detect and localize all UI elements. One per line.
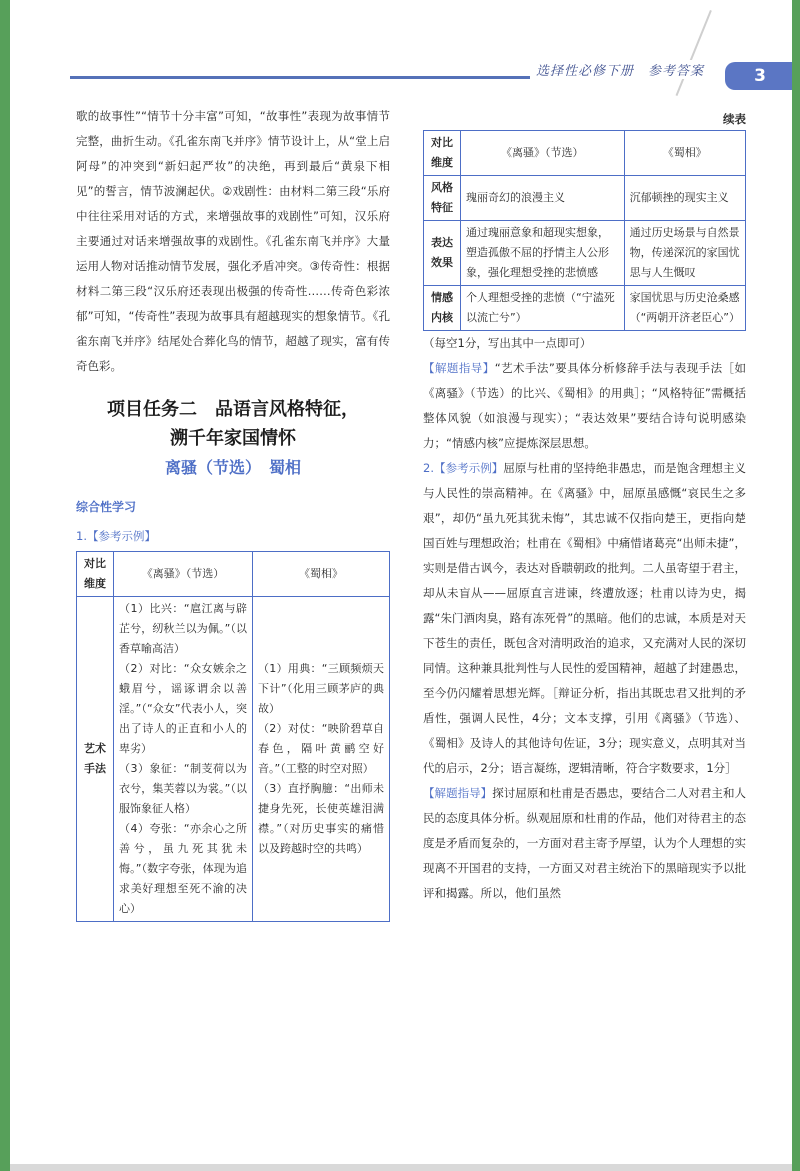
lesson-title: 离骚（节选） 蜀相 [164, 458, 301, 477]
answer-1-label: 1.【参考示例】 [76, 529, 156, 543]
row-dim-art: 艺术手法 [77, 597, 114, 922]
header-shuxiang: 《蜀相》 [253, 552, 390, 597]
guide-2 [423, 781, 746, 906]
page [10, 0, 792, 1171]
answer-2-label: 2.【参考示例】 [423, 461, 504, 475]
cell-lisao: 通过瑰丽意象和超现实想象，塑造孤傲不屈的抒情主人公形象，强化理想受挫的悲愤感 [461, 221, 625, 286]
guide-1-text: “艺术手法”要具体分析修辞手法与表现手法［如《离骚》（节选）的比兴、《蜀相》的用典］；“风格特征”需概括整体风貌（如浪漫与现实）；“表达效果”要结合诗句说明感染力；“情感内核”应提炼深层思想。 [423, 361, 746, 450]
row-dim: 风格特征 [424, 176, 461, 221]
cell-lisao-art [114, 597, 253, 922]
header-lisao: 《离骚》（节选） [114, 552, 253, 597]
table-row [424, 221, 746, 286]
cell-lisao: 瑰丽奇幻的浪漫主义 [461, 176, 625, 221]
bottom-bar [10, 1164, 792, 1171]
list-item: （1）比兴：“扈江离与辟芷兮，纫秋兰以为佩。”（以香草喻高洁） [119, 602, 247, 655]
header-shuxiang: 《蜀相》 [624, 131, 745, 176]
header-dim: 对比维度 [424, 131, 461, 176]
table-row [424, 286, 746, 331]
guide-2-label: 【解题指导】 [423, 786, 493, 800]
list-item: （4）夸张：“亦余心之所善兮，虽九死其犹未悔。”（数字夸张，体现为追求美好理想至死不渝的决心） [119, 822, 247, 915]
guide-2-text: 探讨屈原和杜甫是否愚忠，要结合二人对君主和人民的态度具体分析。纵观屈原和杜甫的作品，他们对待君主的态度是矛盾而复杂的，一方面对君主寄予厚望，认为个人理想的实现离不开国君的支持，一方面又对君主统治下的黑暗现实予以批评和揭露。所以，他们虽然 [423, 786, 747, 900]
cell-shuxiang: 沉郁顿挫的现实主义 [624, 176, 745, 221]
table-row [77, 597, 390, 922]
cell-shuxiang-art [253, 597, 390, 922]
list-item: （2）对比：“众女嫉余之蛾眉兮，谣诼谓余以善淫。”（“众女”代表小人，突出了诗人的正直和小人的卑劣） [119, 662, 247, 755]
list-item: （3）象征：“制芰荷以为衣兮，集芙蓉以为裳。”（以服饰象征人格） [119, 762, 247, 815]
guide-1-label: 【解题指导】 [423, 361, 495, 375]
task-title-line2: 溯千年家国情怀 [170, 428, 296, 449]
right-column [423, 108, 746, 906]
left-column [76, 104, 390, 922]
row-dim: 情感内核 [424, 286, 461, 331]
list-item: （1）用典：“三顾频烦天下计”（化用三顾茅庐的典故） [258, 662, 384, 715]
task-title [76, 395, 390, 453]
list-item: （3）直抒胸臆：“出师未捷身先死，长使英雄泪满襟。”（对历史事实的痛惜以及跨越时空的共鸣） [258, 782, 384, 855]
table-header-row [424, 131, 746, 176]
answer-2-text: 屈原与杜甫的坚持绝非愚忠，而是饱含理想主义与人民性的崇高精神。在《离骚》中，屈原虽感慨“哀民生之多艰”，却仍“虽九死其犹未悔”，其忠诚不仅指向楚王，更指向楚国百姓与理想政治；杜甫在《蜀相》中痛惜诸葛亮“出师未捷”，实则是借古讽今，表达对昏聩朝政的批判。二人虽寄望于君主，却从未盲从——屈原直言进谏，终遭放逐；杜甫以诗为史，揭露“朱门酒肉臭，路有冻死骨”的黑暗。他们的忠诚，本质是对天下苍生的责任，既包含对清明政治的追求，又充满对人民的深切同情。这种兼具批判性与人民性的爱国精神，超越了封建愚忠，至今仍闪耀着思想光辉。［辩证分析，指出其既忠君又批判的矛盾性，强调人民性，4分；文本支撑，引用《离骚》（节选）、《蜀相》及诗人的其他诗句佐证，3分；现实意义，点明其对当代的启示，2分；语言凝练，逻辑清晰，符合字数要求，1分］ [423, 461, 746, 775]
continued-table [423, 130, 746, 331]
intro-paragraph: 歌的故事性”“情节十分丰富”可知，“故事性”表现为故事情节完整，曲折生动。《孔雀东南飞并序》情节设计上，从“堂上启阿母”的冲突到“新妇起严妆”的决绝，再到最后“黄泉下相见”的誓言，情节波澜起伏。②戏剧性：由材料二第三段“乐府中往往采用对话的方式，来增强故事的戏剧性”可知，汉乐府主要通过对话来增强故事的戏剧性。《孔雀东南飞并序》大量运用人物对话推动情节发展，强化矛盾冲突。③传奇性：根据材料二第三段“汉乐府还表现出极强的传奇性……传奇色彩浓郁”可知，“传奇性”表现为故事具有超越现实的想象情节。《孔雀东南飞并序》结尾处合葬化鸟的情节，超越了现实，富有传奇色彩。 [76, 109, 390, 373]
cell-lisao: 个人理想受挫的悲愤（“宁溘死以流亡兮”） [461, 286, 625, 331]
score-note: （每空1分，写出其中一点即可） [423, 336, 592, 350]
header-decoration [676, 10, 712, 96]
cell-shuxiang: 家国忧思与历史沧桑感（“两朝开济老臣心”） [624, 286, 745, 331]
header-dim: 对比维度 [77, 552, 114, 597]
row-dim: 表达效果 [424, 221, 461, 286]
section-label: 综合性学习 [76, 500, 137, 514]
answer-2 [423, 456, 746, 781]
continued-label: 续表 [723, 112, 746, 126]
header-lisao: 《离骚》（节选） [461, 131, 625, 176]
list-item: （2）对仗：“映阶碧草自春色，隔叶黄鹂空好音。”（工整的时空对照） [258, 722, 384, 775]
page-number-badge: 3 [725, 62, 792, 90]
table-row [424, 176, 746, 221]
comparison-table [76, 551, 390, 922]
book-title: 选择性必修下册 参考答案 [530, 60, 710, 79]
task-title-line1: 项目任务二 品语言风格特征， [107, 399, 359, 420]
guide-1 [423, 356, 746, 456]
cell-shuxiang: 通过历史场景与自然景物，传递深沉的家国忧思与人生慨叹 [624, 221, 745, 286]
table-header-row [77, 552, 390, 597]
